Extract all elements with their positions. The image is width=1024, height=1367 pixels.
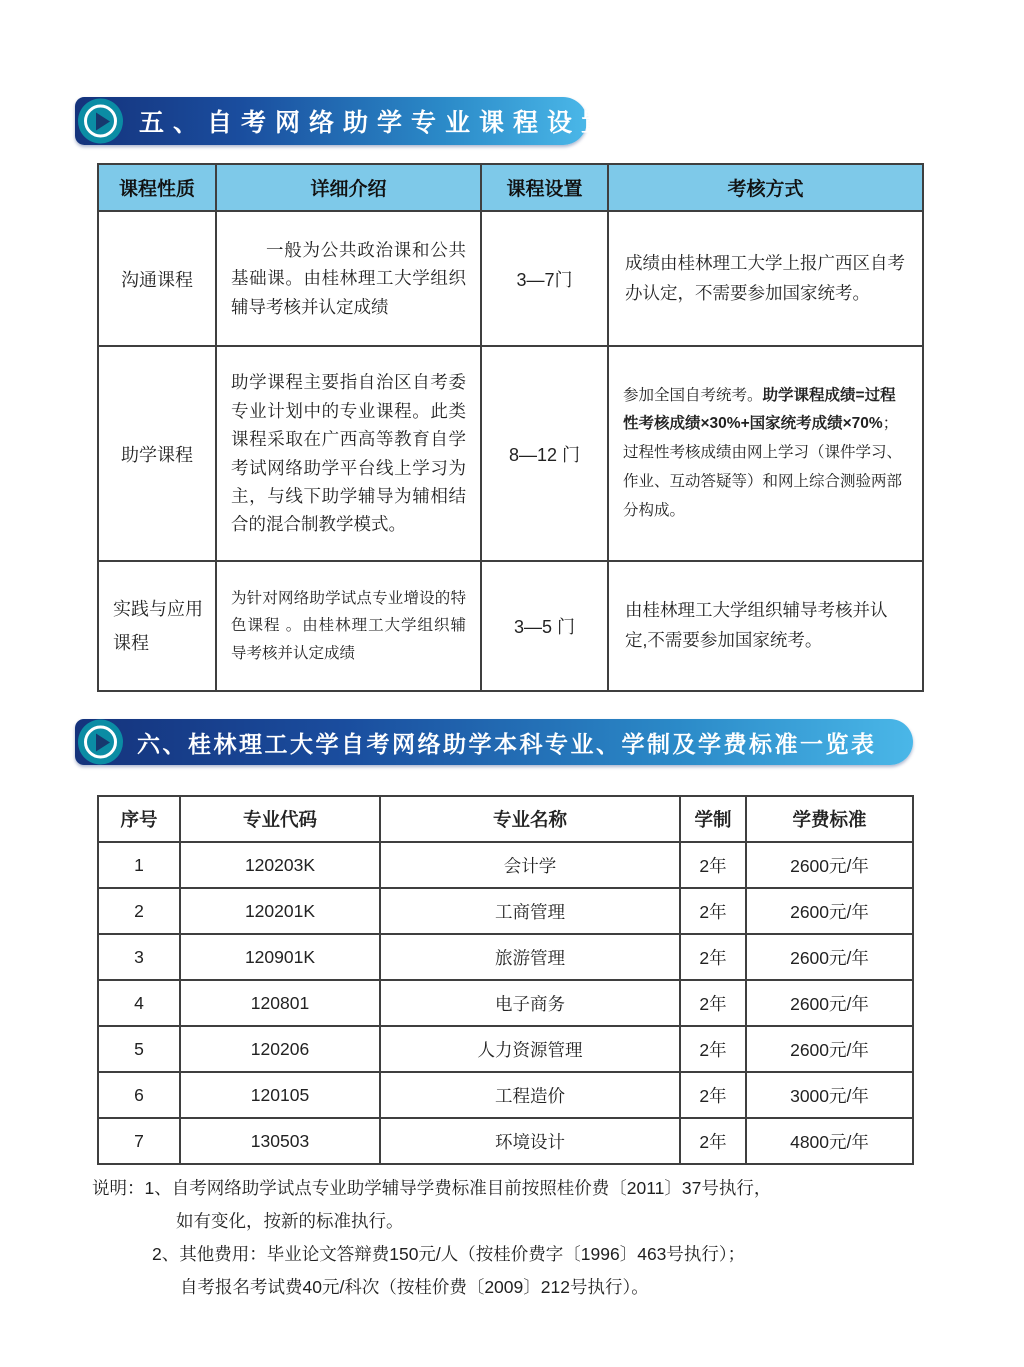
table-row <box>98 1026 913 1072</box>
cell-count: 3—5 门 <box>481 561 608 691</box>
table-header-row <box>98 164 923 211</box>
nature-line: 课程 <box>113 633 149 653</box>
cell-tuition: 2600元/年 <box>746 1026 913 1072</box>
cell-assessment <box>608 346 923 561</box>
cell-no: 5 <box>98 1026 180 1072</box>
cell-major-name: 工商管理 <box>380 888 680 934</box>
cell-major-code: 120203K <box>180 842 380 888</box>
cell-no: 4 <box>98 980 180 1026</box>
cell-tuition: 2600元/年 <box>746 934 913 980</box>
cell-no: 2 <box>98 888 180 934</box>
play-circle-ring <box>84 726 117 759</box>
cell-duration: 2年 <box>680 842 746 888</box>
table-row <box>98 1072 913 1118</box>
cell-no: 3 <box>98 934 180 980</box>
nature-line: 实践与应用 <box>113 598 203 619</box>
cell-tuition: 2600元/年 <box>746 888 913 934</box>
col-header-major-code: 专业代码 <box>180 796 380 842</box>
cell-count: 3—7门 <box>481 211 608 346</box>
table-row <box>98 934 913 980</box>
assess-text: 参加全国自考统考。 <box>623 386 763 404</box>
cell-major-code: 130503 <box>180 1118 380 1164</box>
cell-tuition: 2600元/年 <box>746 980 913 1026</box>
cell-duration: 2年 <box>680 1026 746 1072</box>
play-triangle-icon <box>96 733 110 751</box>
section5-banner <box>75 97 616 145</box>
note-line: 2、其他费用：毕业论文答辩费150元/人（按桂价费字〔1996〕463号执行）； <box>152 1244 746 1264</box>
cell-assessment: 由桂林理工大学组织辅导考核并认定,不需要参加国家统考。 <box>608 561 923 691</box>
col-header-course-count: 课程设置 <box>481 164 608 211</box>
assess-bold-text: 助学课程成绩=过程性考核成绩×30%+国家统考成绩×70% <box>623 386 896 433</box>
col-header-detail: 详细介绍 <box>216 164 481 211</box>
cell-duration: 2年 <box>680 1118 746 1164</box>
table-header-row <box>98 796 913 842</box>
table-row <box>98 561 923 691</box>
cell-major-code: 120801 <box>180 980 380 1026</box>
col-header-no: 序号 <box>98 796 180 842</box>
cell-major-name: 工程造价 <box>380 1072 680 1118</box>
cell-no: 6 <box>98 1072 180 1118</box>
cell-duration: 2年 <box>680 1072 746 1118</box>
table-row <box>98 842 913 888</box>
col-header-assessment: 考核方式 <box>608 164 923 211</box>
play-circle-icon <box>78 720 123 765</box>
table-row <box>98 980 913 1026</box>
cell-duration: 2年 <box>680 980 746 1026</box>
cell-major-name: 人力资源管理 <box>380 1026 680 1072</box>
table-row <box>98 211 923 346</box>
section6-banner <box>75 719 913 765</box>
play-circle-ring <box>84 105 117 138</box>
note-line: 说明：1、自考网络助学试点专业助学辅导学费标准目前按照桂价费〔2011〕37号执行， <box>92 1178 772 1198</box>
cell-major-name: 电子商务 <box>380 980 680 1026</box>
section6-title: 六、桂林理工大学自考网络助学本科专业、学制及学费标准一览表 <box>137 730 877 757</box>
cell-detail: 一般为公共政治课和公共基础课。由桂林理工大学组织辅导考核并认定成绩 <box>216 211 481 346</box>
cell-detail: 助学课程主要指自治区自考委专业计划中的专业课程。此类课程采取在广西高等教育自学考试网络助学平台线上学习为主，与线下助学辅导为辅相结合的混合制教学模式。 <box>216 346 481 561</box>
cell-duration: 2年 <box>680 888 746 934</box>
notes-block <box>92 1172 952 1304</box>
cell-duration: 2年 <box>680 934 746 980</box>
assess-text: ；过程性考核成绩由网上学习（课件学习、作业、互动答疑等）和网上综合测验两部分构成。 <box>623 415 903 519</box>
col-header-duration: 学制 <box>680 796 746 842</box>
cell-major-code: 120206 <box>180 1026 380 1072</box>
cell-tuition: 2600元/年 <box>746 842 913 888</box>
cell-major-code: 120201K <box>180 888 380 934</box>
cell-count: 8—12 门 <box>481 346 608 561</box>
cell-tuition: 3000元/年 <box>746 1072 913 1118</box>
cell-nature: 助学课程 <box>98 346 216 561</box>
majors-fee-table <box>97 795 914 1165</box>
cell-major-name: 环境设计 <box>380 1118 680 1164</box>
cell-no: 7 <box>98 1118 180 1164</box>
cell-nature: 沟通课程 <box>98 211 216 346</box>
cell-tuition: 4800元/年 <box>746 1118 913 1164</box>
course-structure-table <box>97 163 924 692</box>
table-row <box>98 346 923 561</box>
col-header-major-name: 专业名称 <box>380 796 680 842</box>
cell-major-name: 会计学 <box>380 842 680 888</box>
cell-no: 1 <box>98 842 180 888</box>
col-header-course-nature: 课程性质 <box>98 164 216 211</box>
note-line: 自考报名考试费40元/科次（按桂价费〔2009〕212号执行）。 <box>180 1277 649 1297</box>
play-triangle-icon <box>96 112 110 130</box>
table-row <box>98 1118 913 1164</box>
play-circle-icon <box>78 99 123 144</box>
cell-detail: 为针对网络助学试点专业增设的特色课程 。由桂林理工大学组织辅导考核并认定成绩 <box>216 561 481 691</box>
note-line: 如有变化，按新的标准执行。 <box>176 1211 404 1231</box>
section5-title: 五、自考网络助学专业课程设置 <box>139 109 616 137</box>
table-row <box>98 888 913 934</box>
cell-major-name: 旅游管理 <box>380 934 680 980</box>
cell-major-code: 120901K <box>180 934 380 980</box>
cell-assessment: 成绩由桂林理工大学上报广西区自考办认定，不需要参加国家统考。 <box>608 211 923 346</box>
cell-nature <box>98 561 216 691</box>
cell-major-code: 120105 <box>180 1072 380 1118</box>
col-header-tuition: 学费标准 <box>746 796 913 842</box>
